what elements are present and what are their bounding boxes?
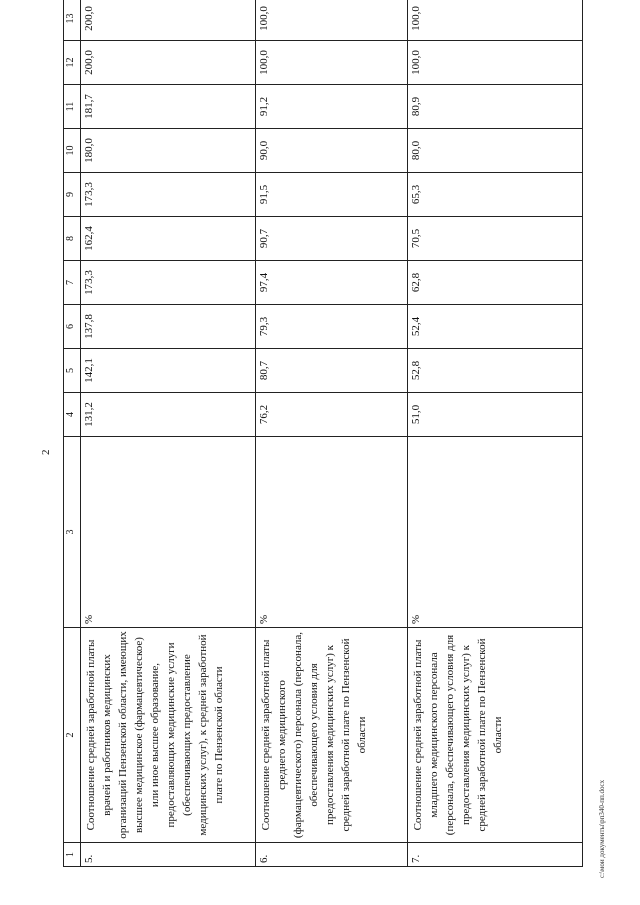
header-cell: 6 xyxy=(64,305,81,349)
header-cell: 13 xyxy=(64,0,81,41)
header-cell: 11 xyxy=(64,85,81,129)
value-cell: 52,8 xyxy=(408,349,583,393)
value-cell: 142,1 xyxy=(81,349,256,393)
table-row xyxy=(81,0,256,867)
value-cell: 200,0 xyxy=(81,0,256,41)
header-cell: 7 xyxy=(64,261,81,305)
row-number: 6. xyxy=(255,843,407,867)
value-cell: 173,3 xyxy=(81,173,256,217)
value-cell: 100,0 xyxy=(255,0,407,41)
header-cell: 2 xyxy=(64,628,81,843)
value-cell: 91,5 xyxy=(255,173,407,217)
table-row xyxy=(255,0,407,867)
row-description: Соотношение средней заработной платы младшего медицинского персонала (персонала, обеспечивающего условия для предоставления медицинских услуг) к средней заработной плате по Пензенской области xyxy=(408,628,583,843)
value-cell: 90,0 xyxy=(255,129,407,173)
value-cell: 65,3 xyxy=(408,173,583,217)
header-cell: 3 xyxy=(64,437,81,628)
row-number: 5. xyxy=(81,843,256,867)
header-cell: 9 xyxy=(64,173,81,217)
value-cell: 100,0 xyxy=(408,41,583,85)
value-cell: 79,3 xyxy=(255,305,407,349)
header-cell: 12 xyxy=(64,41,81,85)
value-cell: 51,0 xyxy=(408,393,583,437)
value-cell: 80,7 xyxy=(255,349,407,393)
value-cell: 180,0 xyxy=(81,129,256,173)
value-cell: 52,4 xyxy=(408,305,583,349)
rotated-table-wrapper xyxy=(63,6,583,867)
value-cell: 90,7 xyxy=(255,217,407,261)
row-unit: % xyxy=(81,437,256,628)
row-description: Соотношение средней заработной платы среднего медицинского (фармацевтического) персонала (персонала, обеспечивающего условия для предоставления медицинских услуг) к средней заработной плате по Пензенской области xyxy=(255,628,407,843)
value-cell: 173,3 xyxy=(81,261,256,305)
row-unit: % xyxy=(408,437,583,628)
value-cell: 181,7 xyxy=(81,85,256,129)
value-cell: 70,5 xyxy=(408,217,583,261)
value-cell: 80,9 xyxy=(408,85,583,129)
value-cell: 76,2 xyxy=(255,393,407,437)
page-number: 2 xyxy=(40,449,52,455)
header-cell: 1 xyxy=(64,843,81,867)
footer-file-path: c:\мои документы\рп340-пп.docx xyxy=(598,779,606,878)
value-cell: 100,0 xyxy=(255,41,407,85)
value-cell: 200,0 xyxy=(81,41,256,85)
header-cell: 5 xyxy=(64,349,81,393)
value-cell: 97,4 xyxy=(255,261,407,305)
row-unit: % xyxy=(255,437,407,628)
header-cell: 4 xyxy=(64,393,81,437)
row-description: Соотношение средней заработной платы врачей и работников медицинских организаций Пензенской области, имеющих высшее медицинское (фармацевтическое) или иное высшее образование, предоставляющих медицинские услуги (обеспечивающих предоставление медицинских услуг), к средней заработной плате по Пензенской области xyxy=(81,628,256,843)
value-cell: 162,4 xyxy=(81,217,256,261)
value-cell: 131,2 xyxy=(81,393,256,437)
row-number: 7. xyxy=(408,843,583,867)
value-cell: 80,0 xyxy=(408,129,583,173)
data-table xyxy=(63,0,583,867)
value-cell: 100,0 xyxy=(408,0,583,41)
header-cell: 8 xyxy=(64,217,81,261)
table-header-row xyxy=(64,0,81,867)
value-cell: 91,2 xyxy=(255,85,407,129)
value-cell: 137,8 xyxy=(81,305,256,349)
table-row xyxy=(408,0,583,867)
value-cell: 62,8 xyxy=(408,261,583,305)
header-cell: 10 xyxy=(64,129,81,173)
